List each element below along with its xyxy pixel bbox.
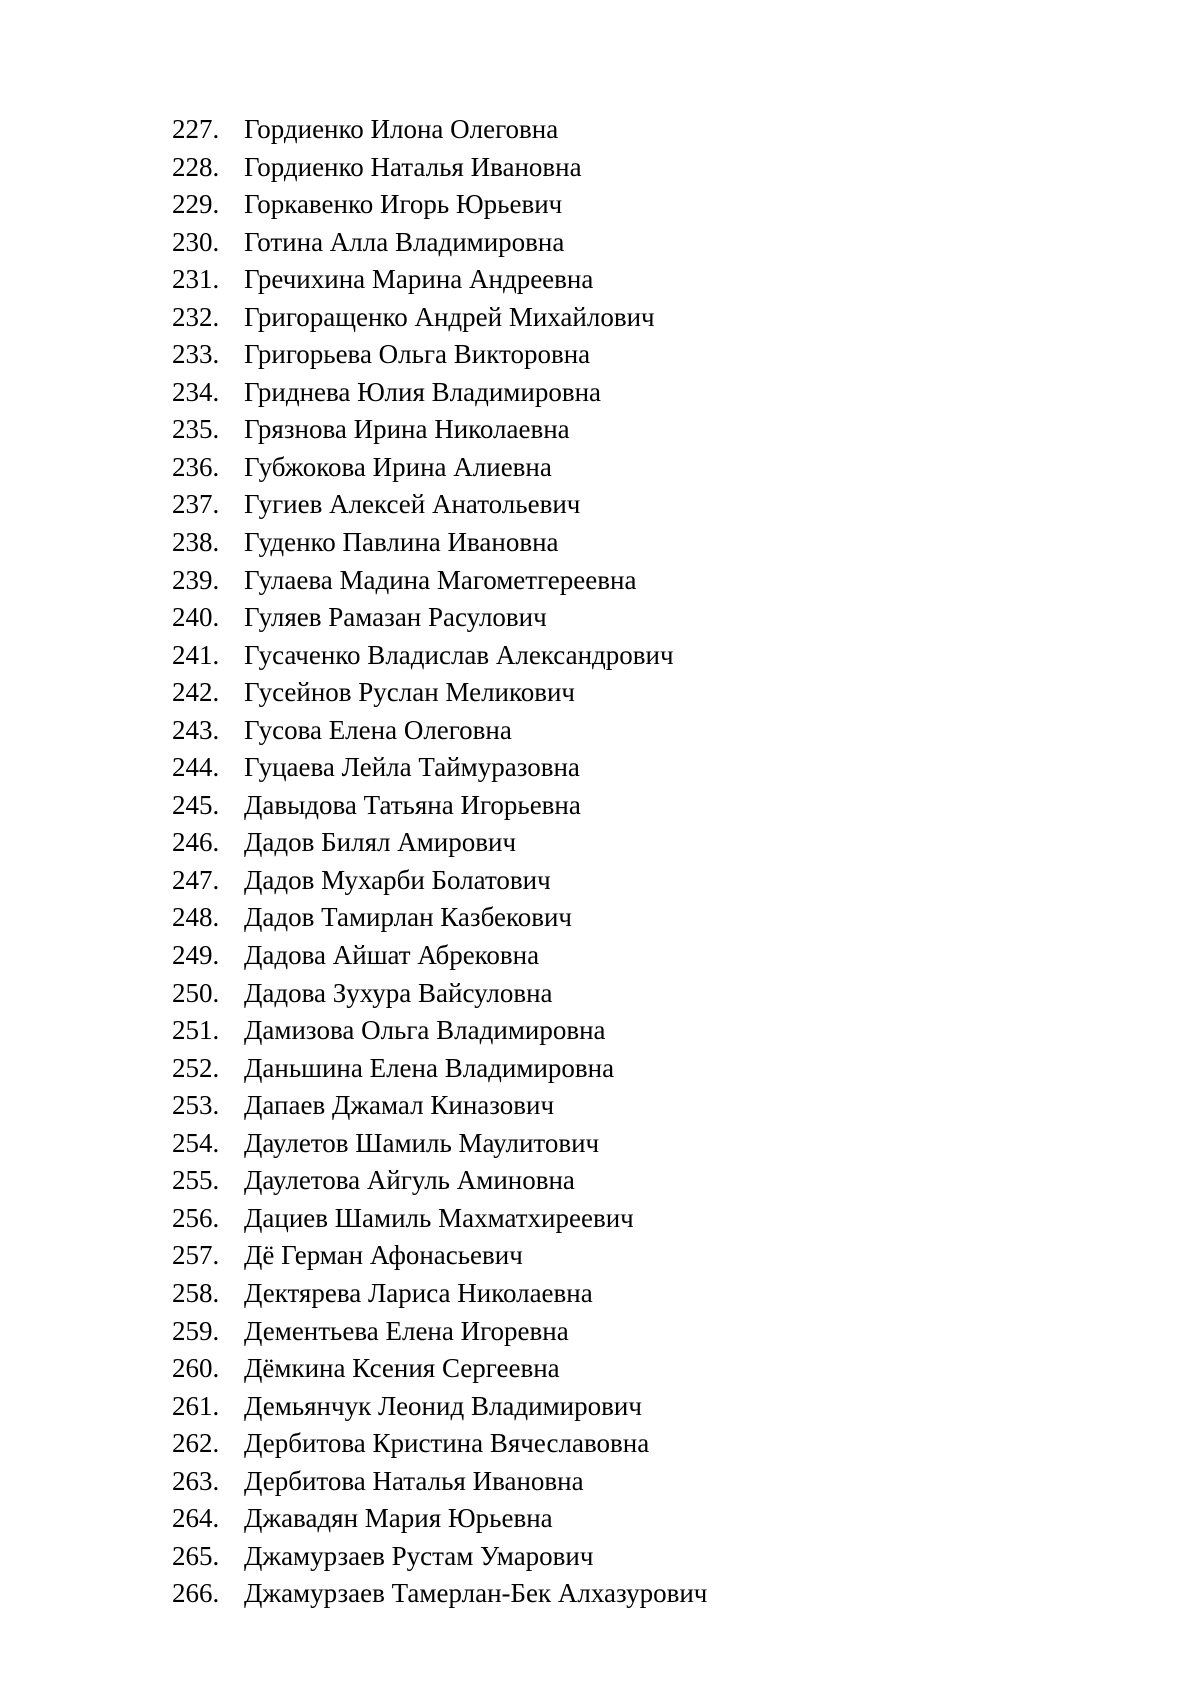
entry-number: 249. <box>172 940 220 971</box>
entry-number: 229. <box>172 189 220 220</box>
entry-number: 253. <box>172 1090 220 1121</box>
entry-name: Дадов Мухарби Болатович <box>244 864 551 895</box>
entry-number: 255. <box>172 1165 220 1196</box>
entry-number: 247. <box>172 864 220 895</box>
entry-name: Гуцаева Лейла Таймуразовна <box>244 752 580 783</box>
list-item <box>150 637 707 675</box>
entry-number: 264. <box>172 1503 220 1534</box>
list-item <box>150 1463 707 1501</box>
list-item <box>150 1350 707 1388</box>
entry-name: Дадова Айшат Абрековна <box>244 940 540 971</box>
list-item <box>150 186 707 224</box>
entry-number: 251. <box>172 1015 220 1046</box>
entry-name: Григорьева Ольга Викторовна <box>244 339 591 370</box>
entry-name: Даулетова Айгуль Аминовна <box>244 1165 575 1196</box>
list-item <box>150 975 707 1013</box>
entry-name: Даулетов Шамиль Маулитович <box>244 1127 600 1158</box>
list-item <box>150 1538 707 1576</box>
list-item <box>150 1313 707 1351</box>
entry-name: Гусейнов Руслан Меликович <box>244 677 576 708</box>
entry-number: 245. <box>172 789 220 820</box>
list-item <box>150 862 707 900</box>
entry-number: 241. <box>172 639 220 670</box>
list-item <box>150 1125 707 1163</box>
entry-name: Дапаев Джамал Киназович <box>244 1090 555 1121</box>
list-item <box>150 374 707 412</box>
entry-name: Дамизова Ольга Владимировна <box>244 1015 606 1046</box>
entry-number: 234. <box>172 376 220 407</box>
entry-number: 228. <box>172 151 220 182</box>
list-item <box>150 712 707 750</box>
entry-number: 242. <box>172 677 220 708</box>
entry-name: Гуляев Рамазан Расулович <box>244 602 547 633</box>
list-item <box>150 937 707 975</box>
entry-name: Готина Алла Владимировна <box>244 226 565 257</box>
entry-name: Дадов Тамирлан Казбекович <box>244 902 572 933</box>
list-item <box>150 336 707 374</box>
entry-name: Дербитова Кристина Вячеславовна <box>244 1428 650 1459</box>
entry-name: Демьянчук Леонид Владимирович <box>244 1390 642 1421</box>
list-item <box>150 111 707 149</box>
entry-number: 232. <box>172 301 220 332</box>
list-item <box>150 486 707 524</box>
list-item <box>150 224 707 262</box>
entry-name: Грязнова Ирина Николаевна <box>244 414 570 445</box>
list-item <box>150 1425 707 1463</box>
entry-name: Гордиенко Наталья Ивановна <box>244 151 582 182</box>
entry-name: Гриднева Юлия Владимировна <box>244 376 602 407</box>
entry-name: Даньшина Елена Владимировна <box>244 1052 615 1083</box>
entry-name: Григоращенко Андрей Михайлович <box>244 301 655 332</box>
list-item <box>150 1050 707 1088</box>
entry-number: 256. <box>172 1202 220 1233</box>
entry-name: Дадова Зухура Вайсуловна <box>244 977 553 1008</box>
list-item <box>150 449 707 487</box>
list-item <box>150 1275 707 1313</box>
entry-number: 243. <box>172 714 220 745</box>
entry-number: 266. <box>172 1578 220 1609</box>
list-item <box>150 824 707 862</box>
list-item <box>150 1388 707 1426</box>
list-item <box>150 599 707 637</box>
entry-number: 258. <box>172 1277 220 1308</box>
entry-name: Джамурзаев Тамерлан-Бек Алхазурович <box>244 1578 708 1609</box>
list-item <box>150 1237 707 1275</box>
list-item <box>150 299 707 337</box>
entry-number: 230. <box>172 226 220 257</box>
list-item <box>150 787 707 825</box>
entry-number: 265. <box>172 1540 220 1571</box>
entry-number: 233. <box>172 339 220 370</box>
list-item <box>150 899 707 937</box>
list-item <box>150 1575 707 1613</box>
entry-name: Дектярева Лариса Николаевна <box>244 1277 593 1308</box>
entry-number: 240. <box>172 602 220 633</box>
entry-number: 261. <box>172 1390 220 1421</box>
entry-name: Дёмкина Ксения Сергеевна <box>244 1353 560 1384</box>
entry-name: Гречихина Марина Андреевна <box>244 264 594 295</box>
list-item <box>150 562 707 600</box>
entry-name: Дербитова Наталья Ивановна <box>244 1465 584 1496</box>
entry-number: 262. <box>172 1428 220 1459</box>
entry-number: 263. <box>172 1465 220 1496</box>
list-item <box>150 149 707 187</box>
entry-name: Горкавенко Игорь Юрьевич <box>244 189 563 220</box>
entry-name: Гуденко Павлина Ивановна <box>244 527 559 558</box>
name-list <box>150 111 707 1613</box>
entry-number: 238. <box>172 527 220 558</box>
entry-name: Губжокова Ирина Алиевна <box>244 451 552 482</box>
entry-name: Давыдова Татьяна Игорьевна <box>244 789 581 820</box>
list-item <box>150 411 707 449</box>
entry-name: Дё Герман Афонасьевич <box>244 1240 523 1271</box>
entry-name: Дадов Билял Амирович <box>244 827 517 858</box>
entry-name: Гулаева Мадина Магометгереевна <box>244 564 637 595</box>
entry-number: 236. <box>172 451 220 482</box>
list-item <box>150 749 707 787</box>
list-item <box>150 1162 707 1200</box>
entry-name: Дементьева Елена Игоревна <box>244 1315 569 1346</box>
entry-number: 260. <box>172 1353 220 1384</box>
entry-number: 227. <box>172 114 220 144</box>
entry-number: 259. <box>172 1315 220 1346</box>
list-item <box>150 1200 707 1238</box>
list-item <box>150 1012 707 1050</box>
entry-number: 250. <box>172 977 220 1008</box>
list-item <box>150 674 707 712</box>
entry-number: 254. <box>172 1127 220 1158</box>
entry-name: Гордиенко Илона Олеговна <box>244 114 559 144</box>
entry-number: 231. <box>172 264 220 295</box>
entry-number: 239. <box>172 564 220 595</box>
entry-name: Дациев Шамиль Махматхиреевич <box>244 1202 634 1233</box>
entry-number: 248. <box>172 902 220 933</box>
entry-name: Гусова Елена Олеговна <box>244 714 512 745</box>
entry-number: 235. <box>172 414 220 445</box>
entry-number: 244. <box>172 752 220 783</box>
list-item <box>150 1087 707 1125</box>
entry-number: 257. <box>172 1240 220 1271</box>
entry-name: Гугиев Алексей Анатольевич <box>244 489 581 520</box>
list-item <box>150 261 707 299</box>
entry-name: Джавадян Мария Юрьевна <box>244 1503 553 1534</box>
list-item <box>150 1500 707 1538</box>
list-item <box>150 524 707 562</box>
entry-name: Джамурзаев Рустам Умарович <box>244 1540 594 1571</box>
entry-number: 237. <box>172 489 220 520</box>
entry-number: 246. <box>172 827 220 858</box>
entry-number: 252. <box>172 1052 220 1083</box>
entry-name: Гусаченко Владислав Александрович <box>244 639 674 670</box>
